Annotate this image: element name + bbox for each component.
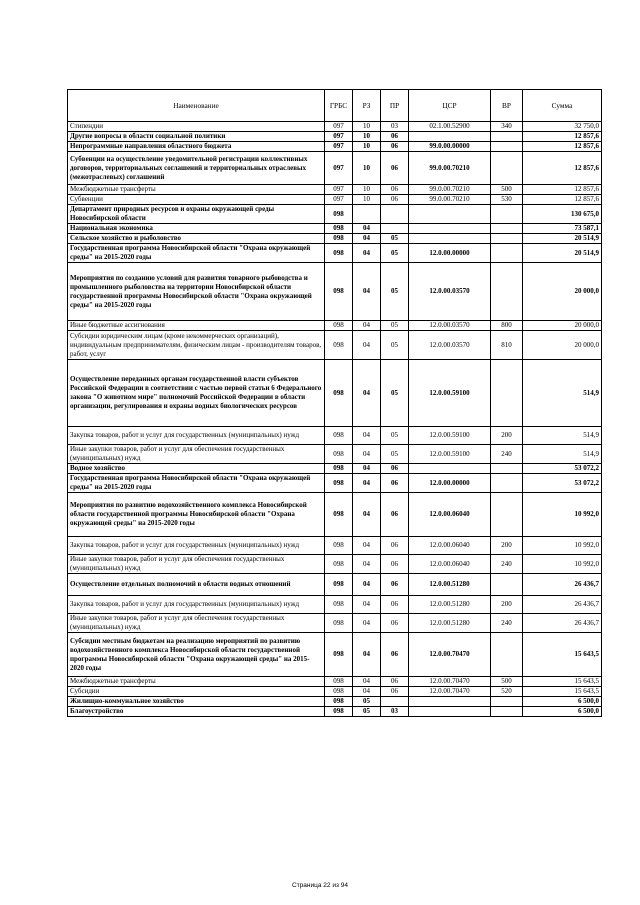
cell-pr [381, 205, 409, 224]
cell-sum: 20 000,0 [523, 321, 602, 331]
cell-grbs: 098 [325, 493, 353, 537]
cell-rz: 04 [353, 493, 381, 537]
table-row [68, 677, 602, 687]
cell-name: Стипендии [68, 122, 325, 132]
cell-sum: 53 072,2 [523, 474, 602, 493]
table-row [68, 244, 602, 263]
cell-csr: 12.0.00.00000 [409, 474, 491, 493]
cell-vr [491, 474, 523, 493]
cell-name: Государственная программа Новосибирской области "Охрана окружающей среды" на 2015-2020 годы [68, 474, 325, 493]
cell-sum: 26 436,7 [523, 614, 602, 633]
cell-rz: 04 [353, 331, 381, 360]
cell-vr [491, 263, 523, 321]
cell-sum: 20 000,0 [523, 331, 602, 360]
cell-name: Мероприятия по развитию водохозяйственного комплекса Новосибирской области государственной программы Новосибирской области "Охрана окружающей среды" на 2015-2020 годы [68, 493, 325, 537]
cell-name: Осуществление переданных органам государственной власти субъектов Российской Федерации в соответствии с частью первой статьи 6 Федерального закона "О животном мире" полномочий Российской Федерации в области организации, регулирования и охраны водных биологических ресурсов [68, 360, 325, 427]
cell-name: Закупка товаров, работ и услуг для государственных (муниципальных) нужд [68, 537, 325, 555]
cell-grbs: 098 [325, 687, 353, 697]
cell-pr: 05 [381, 360, 409, 427]
cell-csr: 12.0.00.59100 [409, 360, 491, 427]
cell-pr: 05 [381, 321, 409, 331]
cell-rz: 04 [353, 427, 381, 445]
cell-rz: 10 [353, 185, 381, 195]
cell-name: Субсидии [68, 687, 325, 697]
cell-rz: 04 [353, 263, 381, 321]
table-row [68, 464, 602, 474]
cell-grbs: 098 [325, 537, 353, 555]
table-row [68, 263, 602, 321]
cell-grbs: 098 [325, 360, 353, 427]
cell-rz: 04 [353, 360, 381, 427]
cell-name: Субсидии юридическим лицам (кроме некоммерческих организаций), индивидуальным предпринимателям, физическим лицам - производителям товаров, работ, услуг [68, 331, 325, 360]
header-pr: ПР [381, 90, 409, 122]
cell-rz: 04 [353, 677, 381, 687]
cell-grbs: 098 [325, 707, 353, 717]
cell-csr: 99.0.00.70210 [409, 152, 491, 185]
cell-grbs: 097 [325, 152, 353, 185]
cell-grbs: 098 [325, 205, 353, 224]
table-row [68, 152, 602, 185]
cell-rz: 04 [353, 321, 381, 331]
cell-pr: 05 [381, 331, 409, 360]
cell-name: Иные закупки товаров, работ и услуг для обеспечения государственных (муниципальных) нужд [68, 614, 325, 633]
cell-vr [491, 493, 523, 537]
cell-pr: 06 [381, 493, 409, 537]
cell-vr: 200 [491, 537, 523, 555]
cell-rz: 10 [353, 152, 381, 185]
cell-pr: 06 [381, 195, 409, 205]
cell-name: Другие вопросы в области социальной политики [68, 132, 325, 142]
cell-csr [409, 234, 491, 244]
table-row [68, 687, 602, 697]
cell-vr: 240 [491, 555, 523, 574]
cell-pr: 06 [381, 596, 409, 614]
cell-vr: 200 [491, 596, 523, 614]
cell-sum: 12 857,6 [523, 132, 602, 142]
table-row [68, 596, 602, 614]
table-row [68, 614, 602, 633]
cell-rz: 04 [353, 555, 381, 574]
table-row [68, 205, 602, 224]
cell-sum: 12 857,6 [523, 152, 602, 185]
cell-sum: 514,9 [523, 445, 602, 464]
cell-pr: 06 [381, 474, 409, 493]
cell-csr: 12.0.00.03570 [409, 263, 491, 321]
cell-rz: 04 [353, 614, 381, 633]
cell-rz: 04 [353, 464, 381, 474]
cell-vr [491, 224, 523, 234]
cell-name: Благоустройство [68, 707, 325, 717]
cell-sum: 10 992,0 [523, 537, 602, 555]
cell-pr: 05 [381, 263, 409, 321]
cell-csr [409, 697, 491, 707]
cell-name: Департамент природных ресурсов и охраны окружающей среды Новосибирской области [68, 205, 325, 224]
cell-name: Непрограммные направления областного бюджета [68, 142, 325, 152]
cell-name: Межбюджетные трансферты [68, 185, 325, 195]
header-csr: ЦСР [409, 90, 491, 122]
cell-name: Субвенции на осуществление уведомительной регистрации коллективных договоров, территориальных соглашений и территориальных отраслевых (межотраслевых) соглашений [68, 152, 325, 185]
cell-sum: 73 587,1 [523, 224, 602, 234]
table-header-row [68, 90, 602, 122]
cell-csr: 12.0.00.70470 [409, 677, 491, 687]
cell-rz: 04 [353, 244, 381, 263]
cell-pr: 06 [381, 152, 409, 185]
cell-vr: 800 [491, 321, 523, 331]
cell-grbs: 097 [325, 195, 353, 205]
cell-pr: 05 [381, 244, 409, 263]
table-row [68, 195, 602, 205]
cell-csr: 12.0.00.06040 [409, 537, 491, 555]
cell-name: Национальная экономика [68, 224, 325, 234]
cell-vr [491, 132, 523, 142]
table-row [68, 132, 602, 142]
table-row [68, 360, 602, 427]
cell-grbs: 098 [325, 427, 353, 445]
cell-pr: 06 [381, 687, 409, 697]
cell-vr [491, 574, 523, 596]
table-row [68, 224, 602, 234]
cell-rz: 04 [353, 474, 381, 493]
cell-sum: 53 072,2 [523, 464, 602, 474]
table-row [68, 142, 602, 152]
cell-name: Сельское хозяйство и рыболовство [68, 234, 325, 244]
cell-csr: 12.0.00.03570 [409, 331, 491, 360]
cell-csr [409, 205, 491, 224]
cell-grbs: 098 [325, 677, 353, 687]
cell-name: Водное хозяйство [68, 464, 325, 474]
cell-csr: 99.0.00.00000 [409, 142, 491, 152]
cell-sum: 514,9 [523, 427, 602, 445]
cell-vr: 340 [491, 122, 523, 132]
cell-csr: 12.0.00.51280 [409, 596, 491, 614]
cell-grbs: 098 [325, 234, 353, 244]
cell-vr: 530 [491, 195, 523, 205]
header-rz: РЗ [353, 90, 381, 122]
cell-csr: 12.0.00.70470 [409, 633, 491, 677]
cell-name: Межбюджетные трансферты [68, 677, 325, 687]
cell-grbs: 097 [325, 132, 353, 142]
table-row [68, 331, 602, 360]
cell-sum: 6 500,0 [523, 707, 602, 717]
table-row [68, 427, 602, 445]
cell-pr: 06 [381, 574, 409, 596]
cell-pr: 06 [381, 464, 409, 474]
cell-grbs: 098 [325, 596, 353, 614]
cell-grbs: 098 [325, 331, 353, 360]
header-name: Наименование [68, 90, 325, 122]
cell-grbs: 098 [325, 697, 353, 707]
cell-grbs: 098 [325, 633, 353, 677]
cell-grbs: 097 [325, 122, 353, 132]
cell-rz: 04 [353, 537, 381, 555]
cell-csr: 12.0.00.00000 [409, 244, 491, 263]
cell-sum: 514,9 [523, 360, 602, 427]
cell-grbs: 098 [325, 244, 353, 263]
cell-rz [353, 205, 381, 224]
cell-sum: 20 514,9 [523, 234, 602, 244]
cell-sum: 26 436,7 [523, 574, 602, 596]
cell-csr: 12.0.00.59100 [409, 427, 491, 445]
table-row [68, 474, 602, 493]
cell-csr: 12.0.00.51280 [409, 614, 491, 633]
cell-csr [409, 224, 491, 234]
cell-pr [381, 697, 409, 707]
cell-rz: 04 [353, 445, 381, 464]
cell-grbs: 098 [325, 464, 353, 474]
cell-vr [491, 244, 523, 263]
cell-sum: 20 514,9 [523, 244, 602, 263]
cell-rz: 04 [353, 687, 381, 697]
cell-grbs: 098 [325, 574, 353, 596]
cell-rz: 10 [353, 122, 381, 132]
cell-vr [491, 360, 523, 427]
cell-pr: 06 [381, 537, 409, 555]
cell-grbs: 097 [325, 142, 353, 152]
header-grbs: ГРБС [325, 90, 353, 122]
table-row [68, 574, 602, 596]
cell-grbs: 098 [325, 263, 353, 321]
table-row [68, 185, 602, 195]
header-vr: ВР [491, 90, 523, 122]
cell-vr: 240 [491, 445, 523, 464]
cell-vr: 810 [491, 331, 523, 360]
cell-name: Иные закупки товаров, работ и услуг для обеспечения государственных (муниципальных) нужд [68, 555, 325, 574]
cell-csr: 12.0.00.70470 [409, 687, 491, 697]
cell-grbs: 098 [325, 614, 353, 633]
cell-csr: 12.0.00.06040 [409, 493, 491, 537]
cell-grbs: 098 [325, 224, 353, 234]
cell-name: Иные бюджетные ассигнования [68, 321, 325, 331]
cell-pr: 03 [381, 122, 409, 132]
table-row [68, 537, 602, 555]
cell-name: Субсидии местным бюджетам на реализацию мероприятий по развитию водохозяйственного комплекса Новосибирской области государственной программы Новосибирской области "Охрана окружающей среды" на 2015-2020 годы [68, 633, 325, 677]
cell-csr: 99.0.00.70210 [409, 195, 491, 205]
cell-vr [491, 464, 523, 474]
cell-csr [409, 132, 491, 142]
cell-rz: 04 [353, 224, 381, 234]
cell-name: Жилищно-коммунальное хозяйство [68, 697, 325, 707]
cell-vr [491, 234, 523, 244]
cell-sum: 10 992,0 [523, 555, 602, 574]
table-row [68, 707, 602, 717]
table-body [68, 122, 602, 717]
cell-vr: 240 [491, 614, 523, 633]
cell-pr: 06 [381, 633, 409, 677]
cell-name: Государственная программа Новосибирской области "Охрана окружающей среды" на 2015-2020 годы [68, 244, 325, 263]
cell-sum: 12 857,6 [523, 142, 602, 152]
cell-rz: 04 [353, 234, 381, 244]
cell-csr [409, 707, 491, 717]
table-row [68, 321, 602, 331]
cell-sum: 15 643,5 [523, 687, 602, 697]
cell-vr [491, 152, 523, 185]
cell-name: Осуществление отдельных полномочий в области водных отношений [68, 574, 325, 596]
cell-csr [409, 464, 491, 474]
cell-pr: 06 [381, 614, 409, 633]
header-sum: Сумма [523, 90, 602, 122]
cell-csr: 12.0.00.59100 [409, 445, 491, 464]
budget-table [67, 89, 602, 717]
cell-rz: 05 [353, 707, 381, 717]
cell-sum: 15 643,5 [523, 677, 602, 687]
cell-csr: 99.0.00.70210 [409, 185, 491, 195]
cell-vr: 520 [491, 687, 523, 697]
cell-rz: 04 [353, 633, 381, 677]
table-row [68, 122, 602, 132]
cell-pr: 06 [381, 132, 409, 142]
cell-pr: 06 [381, 677, 409, 687]
cell-csr: 12.0.00.51280 [409, 574, 491, 596]
cell-pr: 06 [381, 142, 409, 152]
cell-sum: 26 436,7 [523, 596, 602, 614]
cell-rz: 04 [353, 596, 381, 614]
cell-rz: 05 [353, 697, 381, 707]
cell-pr: 05 [381, 445, 409, 464]
cell-name: Иные закупки товаров, работ и услуг для обеспечения государственных (муниципальных) нужд [68, 445, 325, 464]
table-row [68, 234, 602, 244]
cell-grbs: 097 [325, 185, 353, 195]
cell-vr [491, 697, 523, 707]
cell-pr: 05 [381, 427, 409, 445]
table-row [68, 493, 602, 537]
cell-pr: 05 [381, 234, 409, 244]
cell-name: Закупка товаров, работ и услуг для государственных (муниципальных) нужд [68, 596, 325, 614]
cell-sum: 12 857,6 [523, 195, 602, 205]
cell-csr: 12.0.00.06040 [409, 555, 491, 574]
cell-sum: 15 643,5 [523, 633, 602, 677]
cell-vr: 200 [491, 427, 523, 445]
cell-csr: 02.1.00.52900 [409, 122, 491, 132]
cell-rz: 10 [353, 195, 381, 205]
table-row [68, 555, 602, 574]
page-number: Страница 22 из 94 [292, 882, 348, 889]
cell-sum: 32 750,0 [523, 122, 602, 132]
cell-vr [491, 707, 523, 717]
cell-sum: 6 500,0 [523, 697, 602, 707]
cell-csr: 12.0.00.03570 [409, 321, 491, 331]
cell-grbs: 098 [325, 445, 353, 464]
cell-rz: 04 [353, 574, 381, 596]
cell-vr [491, 633, 523, 677]
cell-sum: 130 675,0 [523, 205, 602, 224]
cell-rz: 10 [353, 142, 381, 152]
cell-vr: 500 [491, 677, 523, 687]
cell-grbs: 098 [325, 555, 353, 574]
cell-sum: 20 000,0 [523, 263, 602, 321]
table-row [68, 445, 602, 464]
cell-rz: 10 [353, 132, 381, 142]
cell-sum: 12 857,6 [523, 185, 602, 195]
cell-grbs: 098 [325, 474, 353, 493]
table-row [68, 697, 602, 707]
cell-vr [491, 205, 523, 224]
cell-vr [491, 142, 523, 152]
cell-name: Мероприятия по созданию условий для развития товарного рыбоводства и промышленного рыболовства на территории Новосибирской области государственной программы Новосибирской области "Охрана окружающей среды" на 2015-2020 годы [68, 263, 325, 321]
cell-pr: 06 [381, 185, 409, 195]
cell-grbs: 098 [325, 321, 353, 331]
cell-sum: 10 992,0 [523, 493, 602, 537]
cell-name: Закупка товаров, работ и услуг для государственных (муниципальных) нужд [68, 427, 325, 445]
cell-pr [381, 224, 409, 234]
cell-vr: 500 [491, 185, 523, 195]
cell-pr: 03 [381, 707, 409, 717]
table-row [68, 633, 602, 677]
cell-pr: 06 [381, 555, 409, 574]
cell-name: Субвенции [68, 195, 325, 205]
